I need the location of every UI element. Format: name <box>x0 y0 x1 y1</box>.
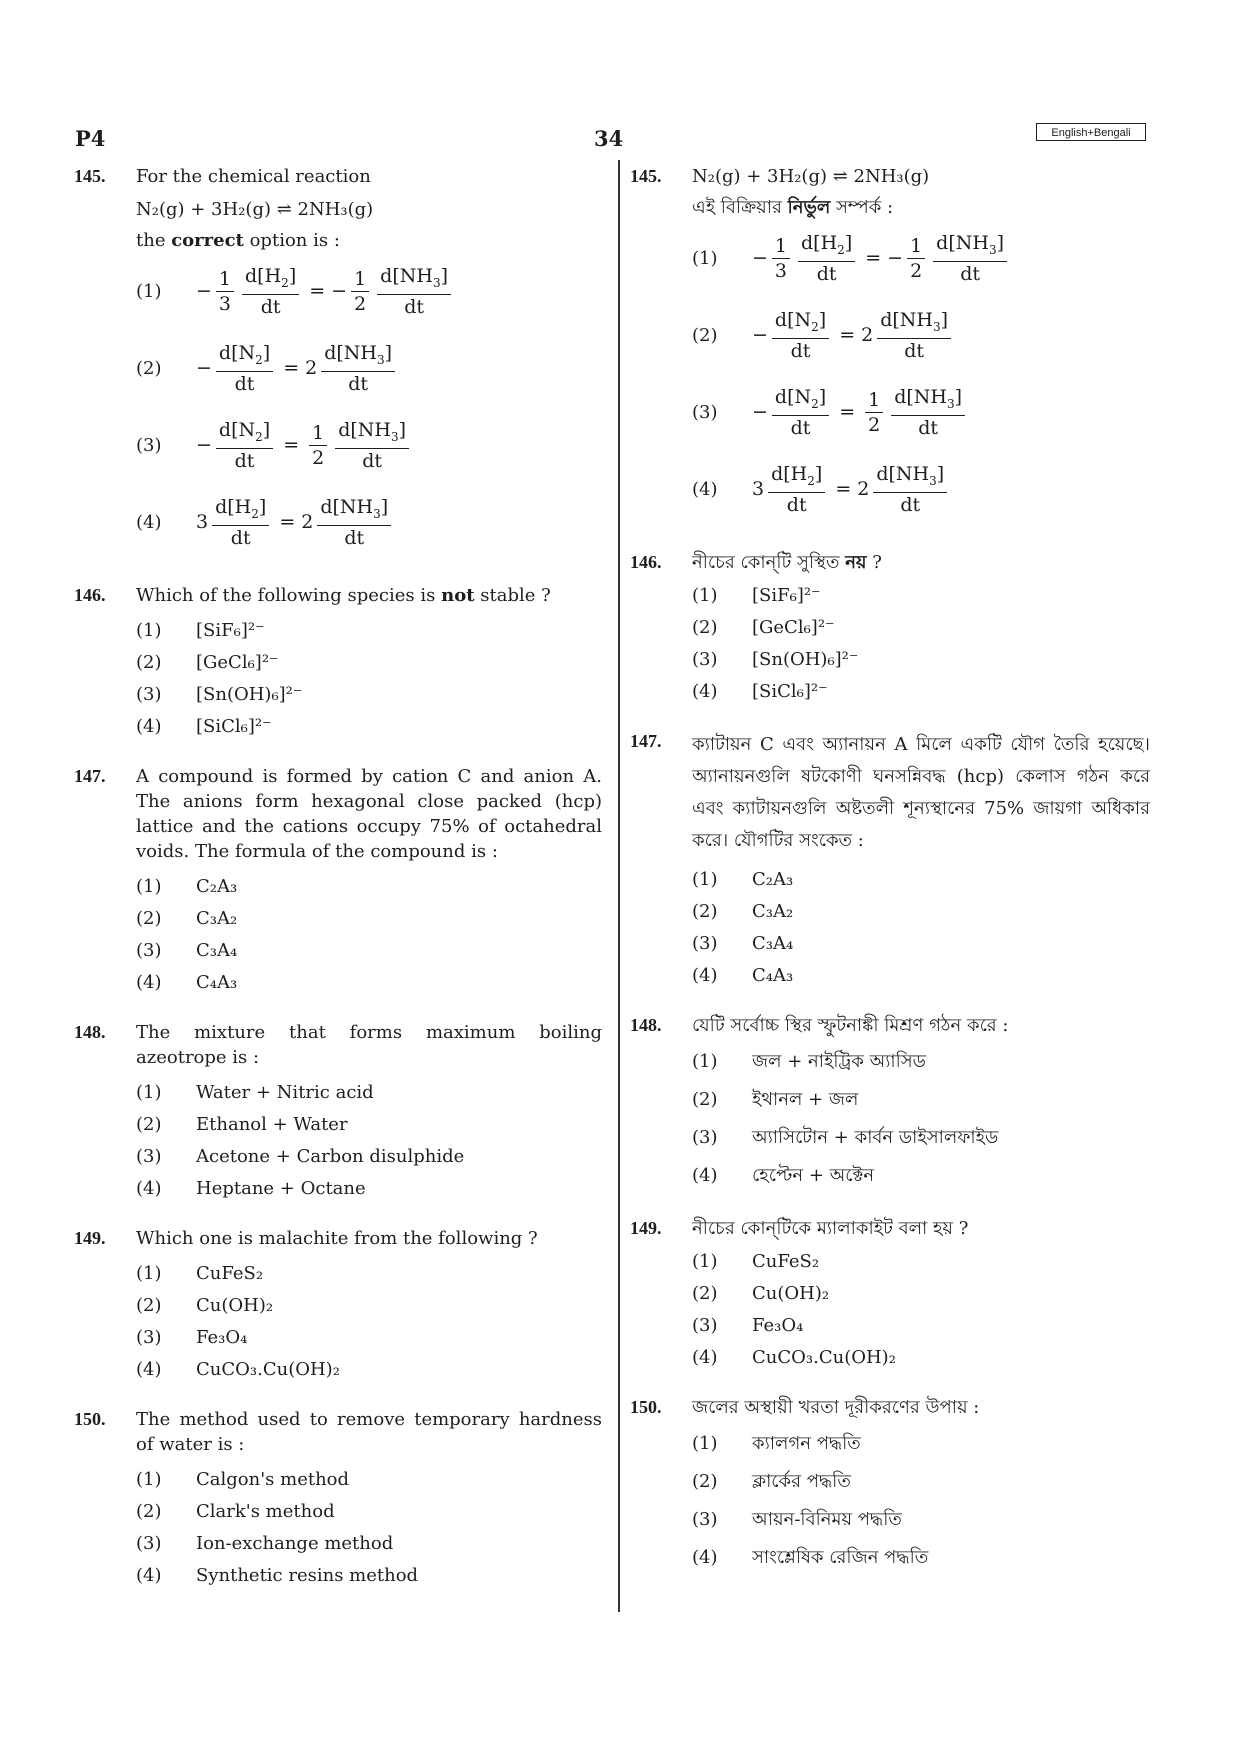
option-1[interactable]: (1) C₂A₃ <box>692 868 794 890</box>
option-3[interactable]: (3) C₃A₄ <box>136 939 238 961</box>
option-2[interactable]: (2) ক্লার্কের পদ্ধতি <box>692 1470 851 1492</box>
question-number: 150. <box>630 1397 662 1417</box>
option-3[interactable]: (3) [Sn(OH)₆]²⁻ <box>692 648 859 670</box>
question-stem: A compound is formed by cation C and anion A. The anions form hexagonal close packed (hcp) lattice and the cations occupy 75% of octahedral voids. The formula of the compound is : <box>136 766 602 862</box>
option-1[interactable]: (1) [SiF₆]²⁻ <box>692 584 821 606</box>
option-3[interactable]: (3) Ion-exchange method <box>136 1532 394 1554</box>
option-4[interactable]: (4) Synthetic resins method <box>136 1564 419 1586</box>
option-4[interactable]: (4) CuCO₃.Cu(OH)₂ <box>136 1358 340 1380</box>
option-4[interactable]: (4) 3 $\frac{d[H_2]}{dt}$ = 2 $\frac{d[NH_3]}{dt}$ <box>692 451 1150 528</box>
english-column <box>74 164 602 1613</box>
option-2[interactable]: (2) − $\frac{d[N_2]}{dt}$ = 2 $\frac{d[NH_3]}{dt}$ <box>136 330 602 407</box>
question-stem: যেটি সর্বোচ্চ স্থির স্ফুটনাঙ্কী মিশ্রণ গঠন করে : <box>692 1015 1009 1036</box>
question-stem: নীচের কোন্‌টিকে ম্যালাকাইট বলা হয় ? <box>692 1218 969 1239</box>
rate-expression: − $\frac{d[N_2]}{dt}$ = $\frac{1}{2}$ $\frac{d[NH_3]}{dt}$ <box>196 418 413 474</box>
option-3[interactable]: (3) অ্যাসিটোন + কার্বন ডাইসালফাইড <box>692 1126 999 1148</box>
reaction-equation: N₂(g) + 3H₂(g) ⇌ 2NH₃(g) <box>136 199 374 220</box>
option-1[interactable]: (1) CuFeS₂ <box>136 1262 264 1284</box>
question-150-en <box>74 1407 602 1591</box>
rate-expression: − $\frac{1}{3}$ $\frac{d[H_2]}{dt}$ = − $\frac{1}{2}$ $\frac{d[NH_3]}{dt}$ <box>196 264 455 320</box>
option-2[interactable]: (2) Clark's method <box>136 1500 335 1522</box>
question-stem: The mixture that forms maximum boiling azeotrope is : <box>136 1022 602 1068</box>
option-2[interactable]: (2) Cu(OH)₂ <box>136 1294 274 1316</box>
question-145-bn <box>630 164 1150 528</box>
rate-expression: − $\frac{d[N_2]}{dt}$ = $\frac{1}{2}$ $\frac{d[NH_3]}{dt}$ <box>752 385 969 441</box>
option-2[interactable]: (2) [GeCl₆]²⁻ <box>692 616 835 638</box>
question-stem: Which of the following species is not stable ? <box>136 585 551 606</box>
question-number: 147. <box>74 766 106 786</box>
option-1[interactable]: (1) C₂A₃ <box>136 875 238 897</box>
option-2[interactable]: (2) [GeCl₆]²⁻ <box>136 651 279 673</box>
rate-expression: − $\frac{1}{3}$ $\frac{d[H_2]}{dt}$ = − $\frac{1}{2}$ $\frac{d[NH_3]}{dt}$ <box>752 231 1011 287</box>
question-146-en <box>74 583 602 742</box>
question-146-bn <box>630 550 1150 707</box>
option-1[interactable]: (1) CuFeS₂ <box>692 1250 820 1272</box>
option-4[interactable]: (4) C₄A₃ <box>692 964 794 986</box>
option-3[interactable]: (3) − $\frac{d[N_2]}{dt}$ = $\frac{1}{2}$ $\frac{d[NH_3]}{dt}$ <box>692 374 1150 451</box>
option-4[interactable]: (4) Heptane + Octane <box>136 1177 366 1199</box>
question-stem: জলের অস্থায়ী খরতা দূরীকরণের উপায় : <box>692 1397 980 1418</box>
rate-expression: − $\frac{d[N_2]}{dt}$ = 2 $\frac{d[NH_3]}{dt}$ <box>752 308 955 364</box>
option-2[interactable]: (2) Ethanol + Water <box>136 1113 348 1135</box>
page-number: 34 <box>594 126 624 151</box>
question-147-bn <box>630 729 1150 991</box>
option-2[interactable]: (2) − $\frac{d[N_2]}{dt}$ = 2 $\frac{d[NH_3]}{dt}$ <box>692 297 1150 374</box>
question-stem: নীচের কোন্‌টি সুস্থিত নয় ? <box>692 552 882 573</box>
question-number: 146. <box>74 585 106 605</box>
question-number: 148. <box>630 1015 662 1035</box>
reaction-equation: N₂(g) + 3H₂(g) ⇌ 2NH₃(g) <box>692 166 930 187</box>
question-150-bn <box>630 1395 1150 1576</box>
language-badge: English+Bengali <box>1036 123 1146 141</box>
option-2[interactable]: (2) C₃A₂ <box>692 900 794 922</box>
option-2[interactable]: (2) C₃A₂ <box>136 907 238 929</box>
question-number: 147. <box>630 731 662 751</box>
question-149-en <box>74 1226 602 1385</box>
rate-expression: 3 $\frac{d[H_2]}{dt}$ = 2 $\frac{d[NH_3]}{dt}$ <box>752 462 951 518</box>
option-3[interactable]: (3) Fe₃O₄ <box>692 1314 804 1336</box>
bengali-column <box>630 164 1150 1598</box>
option-2[interactable]: (2) ইথানল + জল <box>692 1088 859 1110</box>
option-2[interactable]: (2) Cu(OH)₂ <box>692 1282 830 1304</box>
option-1[interactable]: (1) Calgon's method <box>136 1468 350 1490</box>
page-code: P4 <box>75 126 106 151</box>
question-stem: For the chemical reaction <box>136 166 371 187</box>
option-4[interactable]: (4) [SiCl₆]²⁻ <box>692 680 828 702</box>
option-3[interactable]: (3) আয়ন-বিনিময় পদ্ধতি <box>692 1508 902 1530</box>
option-4[interactable]: (4) C₄A₃ <box>136 971 238 993</box>
option-3[interactable]: (3) C₃A₄ <box>692 932 794 954</box>
option-4[interactable]: (4) 3 $\frac{d[H_2]}{dt}$ = 2 $\frac{d[NH_3]}{dt}$ <box>136 484 602 561</box>
question-number: 145. <box>74 166 106 186</box>
question-147-en <box>74 764 602 998</box>
question-149-bn <box>630 1216 1150 1373</box>
question-number: 150. <box>74 1409 106 1429</box>
option-3[interactable]: (3) − $\frac{d[N_2]}{dt}$ = $\frac{1}{2}$ $\frac{d[NH_3]}{dt}$ <box>136 407 602 484</box>
rate-expression: 3 $\frac{d[H_2]}{dt}$ = 2 $\frac{d[NH_3]}{dt}$ <box>196 495 395 551</box>
option-1[interactable]: (1) Water + Nitric acid <box>136 1081 374 1103</box>
option-4[interactable]: (4) হেপ্টেন + অক্টেন <box>692 1164 875 1186</box>
question-stem: The method used to remove temporary hardness of water is : <box>136 1409 602 1455</box>
option-1[interactable]: (1) জল + নাইট্রিক অ্যাসিড <box>692 1050 926 1072</box>
question-number: 149. <box>630 1218 662 1238</box>
question-number: 145. <box>630 166 662 186</box>
option-1[interactable]: (1) [SiF₆]²⁻ <box>136 619 265 641</box>
option-1[interactable]: (1) − $\frac{1}{3}$ $\frac{d[H_2]}{dt}$ = − $\frac{1}{2}$ $\frac{d[NH_3]}{dt}$ <box>692 220 1150 297</box>
option-3[interactable]: (3) Fe₃O₄ <box>136 1326 248 1348</box>
option-3[interactable]: (3) Acetone + Carbon disulphide <box>136 1145 465 1167</box>
question-stem: এই বিক্রিয়ার নির্ভুল সম্পর্ক : <box>692 197 894 218</box>
question-145-en <box>74 164 602 561</box>
question-stem-cont: the correct option is : <box>136 230 340 251</box>
question-number: 148. <box>74 1022 106 1042</box>
question-148-bn <box>630 1013 1150 1194</box>
rate-expression: − $\frac{d[N_2]}{dt}$ = 2 $\frac{d[NH_3]}{dt}$ <box>196 341 399 397</box>
option-3[interactable]: (3) [Sn(OH)₆]²⁻ <box>136 683 303 705</box>
option-1[interactable]: (1) ক্যালগন পদ্ধতি <box>692 1432 861 1454</box>
question-number: 146. <box>630 552 662 572</box>
option-4[interactable]: (4) [SiCl₆]²⁻ <box>136 715 272 737</box>
question-number: 149. <box>74 1228 106 1248</box>
option-1[interactable]: (1) − $\frac{1}{3}$ $\frac{d[H_2]}{dt}$ = − $\frac{1}{2}$ $\frac{d[NH_3]}{dt}$ <box>136 253 602 330</box>
question-stem: ক্যাটায়ন C এবং অ্যানায়ন A মিলে একটি যৌগ তৈরি হয়েছে। অ্যানায়নগুলি ষটকোণী ঘনসন্নিবদ্ধ (hcp) কেলাস গঠন করে এবং ক্যাটায়নগুলি অষ্টতলী শূন্যস্থানের 75% জায়গা অধিকার করে। যৌগটির সংকেত : <box>692 734 1150 851</box>
column-divider <box>618 160 620 1612</box>
question-148-en <box>74 1020 602 1204</box>
question-stem: Which one is malachite from the following ? <box>136 1228 538 1249</box>
option-4[interactable]: (4) সাংশ্লেষিক রেজিন পদ্ধতি <box>692 1546 929 1568</box>
option-4[interactable]: (4) CuCO₃.Cu(OH)₂ <box>692 1346 896 1368</box>
